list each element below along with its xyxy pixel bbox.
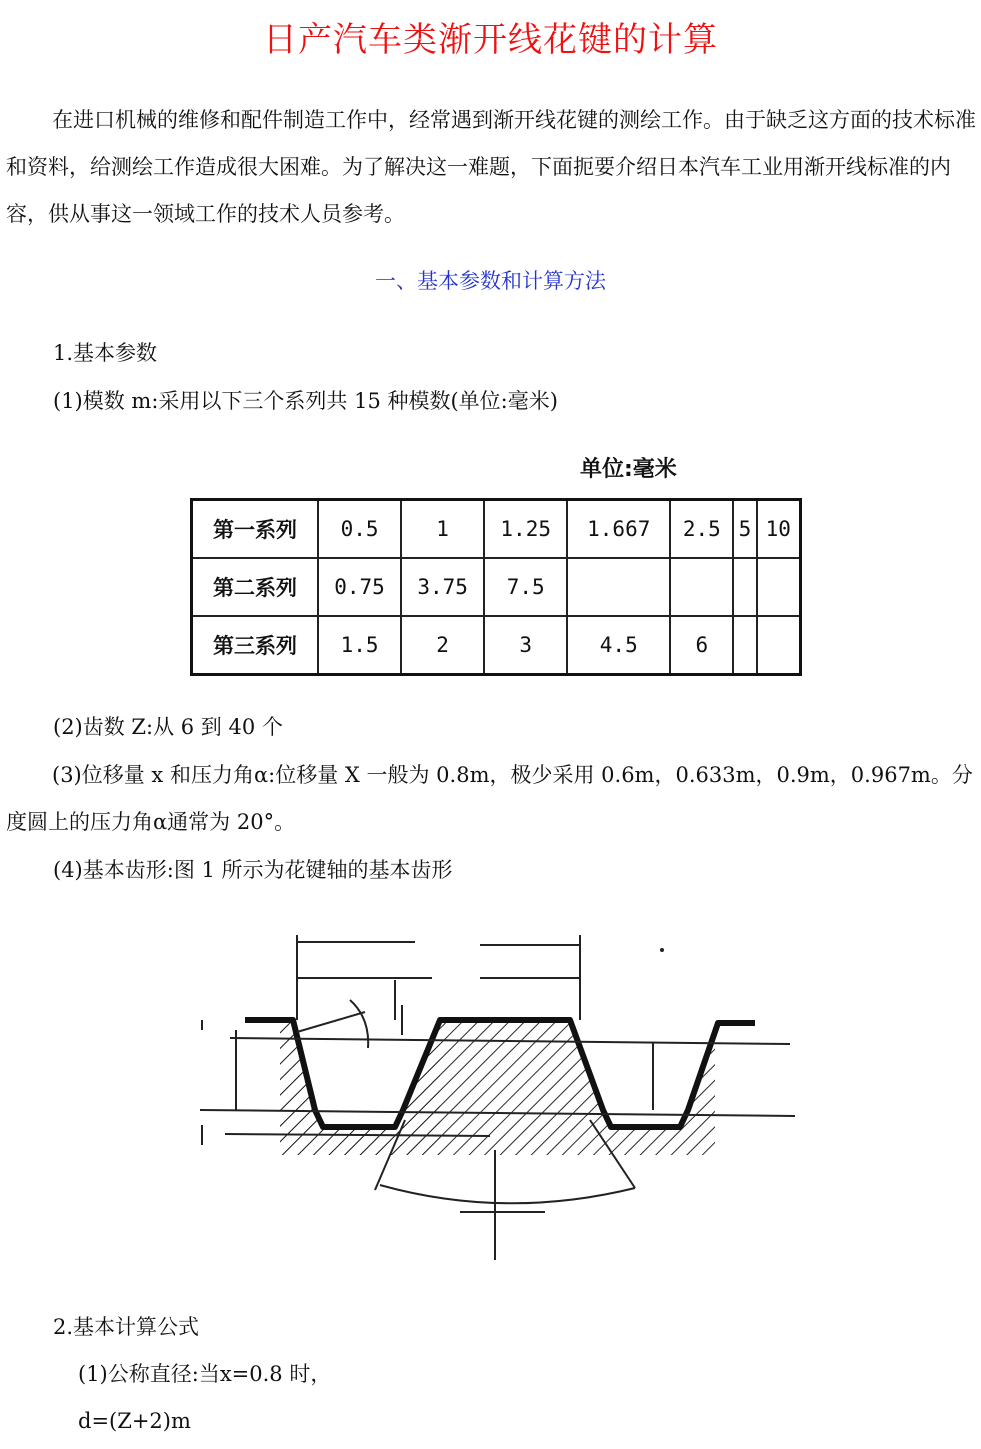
table-cell: 0.5 [318,500,401,559]
table-cell: 10 [757,500,801,559]
row-header: 第三系列 [192,616,319,675]
table-cell [733,558,756,616]
table-cell: 1.667 [567,500,670,559]
table-cell: 7.5 [484,558,567,616]
teeth-line: (2)齿数 Z:从 6 到 40 个 [53,715,283,739]
intro-paragraph: 在进口机械的维修和配件制造工作中，经常遇到渐开线花键的测绘工作。由于缺乏这方面的技术标准和资料，给测绘工作造成很大困难。为了解决这一难题，下面扼要介绍日本汽车工业用渐开线标准的内容，供从事这一领域工作的技术人员参考。 [6,108,976,226]
nominal-diameter-formula: d=(Z+2)m [78,1409,191,1433]
table-cell: 3.75 [401,558,484,616]
shift-paragraph: (3)位移量 x 和压力角α:位移量 X 一般为 0.8m，极少采用 0.6m，0.633m，0.9m，0.967m。分度圆上的压力角α通常为 20°。 [6,763,973,834]
table-cell [670,558,733,616]
section-heading: 一、基本参数和计算方法 [375,269,606,293]
table-cell [757,616,801,675]
page-title: 日产汽车类渐开线花键的计算 [263,20,718,60]
basic-params-heading: 1.基本参数 [53,341,158,365]
row-header: 第一系列 [192,500,319,559]
table-cell: 3 [484,616,567,675]
table-row [192,500,801,559]
table-row [192,558,801,616]
nominal-diameter-line: (1)公称直径:当x=0.8 时， [78,1362,332,1386]
module-line: (1)模数 m:采用以下三个系列共 15 种模数(单位:毫米) [53,389,558,413]
table-unit-label: 单位:毫米 [580,457,677,482]
table-cell [733,616,756,675]
pressure-angle-arc [297,1000,368,1048]
table-cell [757,558,801,616]
table-cell [567,558,670,616]
table-cell: 2 [401,616,484,675]
table-cell: 4.5 [567,616,670,675]
table-cell: 6 [670,616,733,675]
table-cell: 1.25 [484,500,567,559]
table-cell: 1 [401,500,484,559]
row-header: 第二系列 [192,558,319,616]
table-cell: 0.75 [318,558,401,616]
table-row [192,616,801,675]
table-cell: 2.5 [670,500,733,559]
table-cell: 5 [733,500,756,559]
spline-tooth-profile-figure [190,920,800,1265]
table-cell: 1.5 [318,616,401,675]
module-table [190,498,802,676]
profile-line: (4)基本齿形:图 1 所示为花键轴的基本齿形 [53,858,453,882]
formula-heading: 2.基本计算公式 [53,1315,200,1339]
